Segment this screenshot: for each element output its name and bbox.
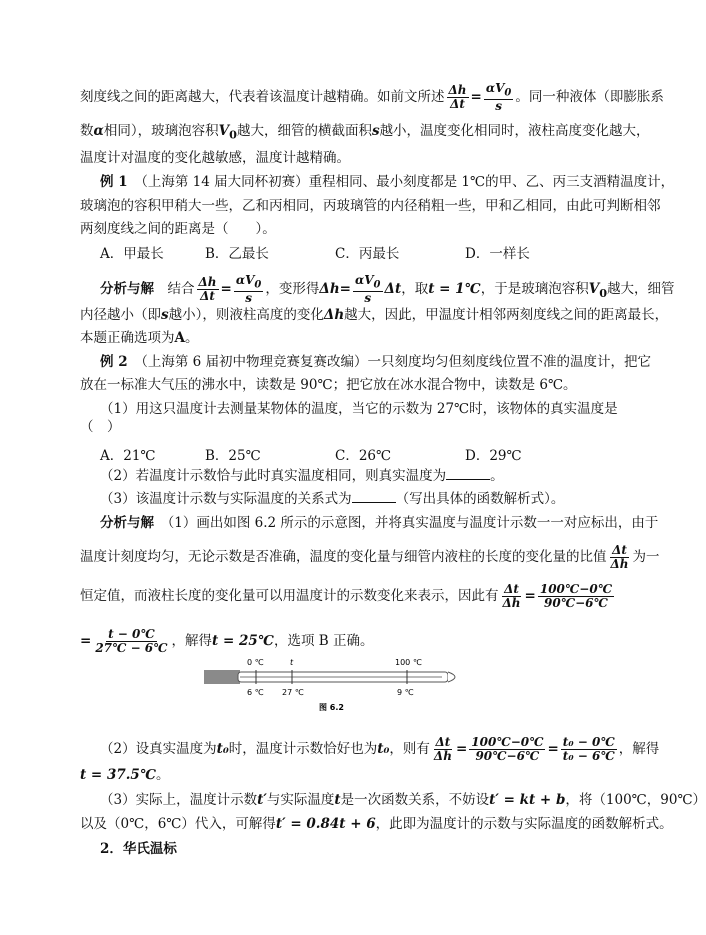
- question-2-analysis: （2）设真实温度为t₀时，温度计示数恰好也为t₀，则有 $\frac{\Delta t}{\Delta h}$ = $\frac{100℃-0℃}{90℃-6℃}$ = $\frac{\text{t₀ − 0℃}}{\text{t₀ − 6℃}}$ ，解得: [100, 735, 660, 763]
- figure-caption: 图 6.2: [319, 703, 344, 712]
- label-bottom-9: 9 ℃: [397, 688, 414, 697]
- question-2: （2）若温度计示数恰与此时真实温度相同，则真实温度为 。: [100, 468, 504, 484]
- fraction-aV-s: $\frac{\alpha V_0}{s}$: [485, 81, 512, 114]
- example-1-line: 两刻度线之间的距离是（ ）。: [80, 221, 276, 237]
- paragraph-line: 刻度线之间的距离越大，代表着该温度计越精确。如前文所述 $\frac{\Delta h}{\Delta t}$ = $\frac{\alpha V_0}{s}$ 。同一种液体（即膨胀系: [80, 81, 664, 114]
- analysis-label: 分析与解: [100, 515, 154, 531]
- paragraph-line: 数α相同），玻璃泡容积$V_0$越大，细管的横截面积s越小，温度变化相同时，液柱高度变化越大，: [80, 123, 650, 142]
- thermometer-tip: [448, 672, 455, 682]
- option-b: B．25℃: [205, 448, 261, 464]
- analysis-2-line: 分析与解 （1）画出如图 6.2 所示的示意图，并将真实温度与温度计示数一一对应标出，由于: [100, 515, 659, 531]
- question-1: （1）用这只温度计去测量某物体的温度，当它的示数为 27℃时，该物体的真实温度是: [100, 401, 618, 417]
- label-bottom-27: 27 ℃: [282, 688, 304, 697]
- example-2-line: 放在一标准大气压的沸水中，读数是 90℃；把它放在冰水混合物中，读数是 6℃。: [80, 377, 577, 393]
- example-2-line: 例 2 （上海第 6 届初中物理竞赛复赛改编）一只刻度均匀但刻度线位置不准的温度计，把它: [100, 354, 652, 370]
- answer-blank[interactable]: [352, 490, 396, 503]
- section-heading: 2．华氏温标: [100, 841, 177, 857]
- paragraph-line: 温度计对温度的变化越敏感，温度计越精确。: [80, 150, 350, 166]
- label-bottom-6: 6 ℃: [247, 688, 264, 697]
- label-top-100: 100 ℃: [395, 658, 422, 667]
- analysis-1-line: 内径越小（即s越小），则液柱高度的变化Δh越大，因此，甲温度计相邻两刻度线之间的距离最长，: [80, 307, 669, 323]
- example-2-label: 例 2: [100, 354, 128, 370]
- option-d: D．一样长: [465, 246, 530, 262]
- thermometer-figure: [200, 654, 470, 714]
- analysis-label: 分析与解: [100, 281, 154, 298]
- option-b: B．乙最长: [205, 246, 269, 262]
- thermometer-bulb: [204, 670, 240, 684]
- analysis-2-line: 温度计刻度均匀，无论示数是否准确，温度的变化量与细管内液柱的长度的变化量的比值 $\frac{\Delta t}{\Delta h}$ 为一: [80, 543, 660, 571]
- question-2-analysis: t = 37.5℃。: [80, 767, 170, 783]
- analysis-2-line: = $\frac{t - 0℃}{27℃ - 6℃}$ ，解得t = 25℃，选项 B 正确。: [80, 627, 374, 655]
- option-d: D．29℃: [465, 448, 522, 464]
- example-1-line: 玻璃泡的容积甲稍大一些，乙和丙相同，丙玻璃管的内径稍粗一些，甲和乙相同，由此可判断相邻: [80, 198, 661, 214]
- question-3: （3）该温度计示数与实际温度的关系式为 （写出具体的函数解析式）。: [100, 491, 565, 507]
- question-1-blank: （ ）: [80, 419, 121, 435]
- example-1-label: 例 1: [100, 174, 128, 190]
- example-1-line: 例 1 （上海第 14 届大同杯初赛）重程相同、最小刻度都是 1℃的甲、乙、丙三支酒精温度计，: [100, 174, 675, 190]
- label-top-0: 0 ℃: [247, 658, 264, 667]
- question-3-analysis: （3）实际上，温度计示数t′与实际温度t是一次函数关系，不妨设t′ = kt + b，将（100℃，90℃）: [100, 792, 706, 808]
- question-3-analysis: 以及（0℃，6℃）代入，可解得t′ = 0.84t + 6，此即为温度计的示数与实际温度的函数解析式。: [80, 816, 673, 832]
- analysis-1-line: 本题正确选项为A。: [80, 330, 199, 346]
- option-a: A．甲最长: [100, 246, 164, 262]
- label-top-t: t: [290, 658, 294, 667]
- option-c: C．丙最长: [335, 246, 400, 262]
- analysis-1-line: 分析与解 结合 $\frac{\Delta h}{\Delta t}$ = $\frac{\alpha V_0}{s}$ ，变形得Δh= $\frac{\alpha V_0}{s}$ Δt，取t = 1℃，于是玻璃泡容积$V_0$越大，细管: [100, 273, 675, 306]
- option-a: A．21℃: [100, 448, 156, 464]
- answer-blank[interactable]: [446, 467, 490, 480]
- fraction-dh-dt: $\frac{\Delta h}{\Delta t}$: [448, 83, 467, 112]
- analysis-2-line: 恒定值，而液柱长度的变化量可以用温度计的示数变化来表示，因此有 $\frac{\Delta t}{\Delta h}$ = $\frac{100℃-0℃}{90℃-6℃}$: [80, 582, 613, 610]
- option-c: C．26℃: [335, 448, 392, 464]
